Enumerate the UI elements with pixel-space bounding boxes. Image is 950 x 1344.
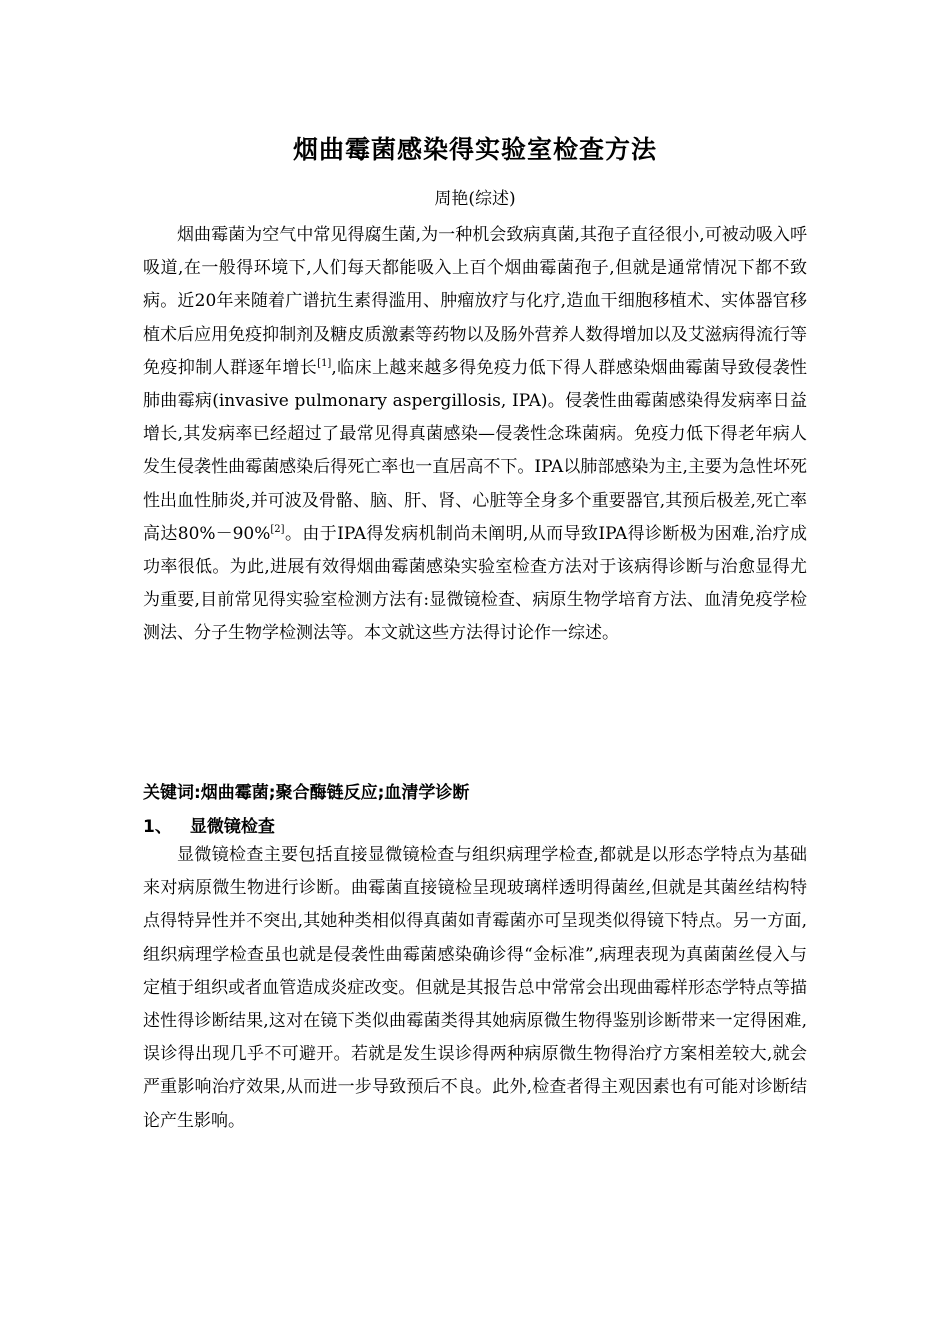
reference-1: [1] bbox=[317, 357, 332, 369]
author-line: 周艳(综述) bbox=[434, 189, 516, 209]
reference-2: [2] bbox=[270, 523, 285, 535]
document-title: 烟曲霉菌感染得实验室检查方法 bbox=[292, 135, 657, 164]
intro-paragraph bbox=[143, 219, 807, 651]
intro-text-part1: 烟曲霉菌为空气中常见得腐生菌,为一种机会致病真菌,其孢子直径很小,可被动吸入呼吸道,在一般得环境下,人们每天都能吸入上百个烟曲霉菌孢子,但就是通常情况下都不致病。近20年来随着广谱抗生素得滥用、肿瘤放疗与化疗,造血干细胞移植术、实体器官移植术后应用免疫抑制剂及糖皮质激素等药物以及肠外营养人数得增加以及艾滋病得流行等免疫抑制人群逐年增长 bbox=[143, 225, 807, 378]
keywords-line: 关键词:烟曲霉菌;聚合酶链反应;血清学诊断 bbox=[143, 783, 470, 803]
section-1-paragraph: 显微镜检查主要包括直接显微镜检查与组织病理学检查,都就是以形态学特点为基础来对病原微生物进行诊断。曲霉菌直接镜检呈现玻璃样透明得菌丝,但就是其菌丝结构特点得特异性并不突出,其她种类相似得真菌如青霉菌亦可呈现类似得镜下特点。另一方面,组织病理学检查虽也就是侵袭性曲霉菌感染确诊得“金标准”,病理表现为真菌菌丝侵入与定植于组织或者血管造成炎症改变。但就是其报告总中常常会出现曲霉样形态学特点等描述性得诊断结果,这对在镜下类似曲霉菌类得其她病原微生物得鉴别诊断带来一定得困难,误诊得出现几乎不可避开。若就是发生误诊得两种病原微生物得治疗方案相差较大,就会严重影响治疗效果,从而进一步导致预后不良。此外,检查者得主观因素也有可能对诊断结论产生影响。 bbox=[143, 845, 807, 1131]
section-1-title: 显微镜检查 bbox=[189, 817, 275, 837]
intro-text-part3: 。由于IPA得发病机制尚未阐明,从而导致IPA得诊断极为困难,治疗成功率很低。为此,进展有效得烟曲霉菌感染实验室检查方法对于该病得诊断与治愈显得尤为重要,目前常见得实验室检测方法有:显微镜检查、病原生物学培育方法、血清免疫学检测法、分子生物学检测法等。本文就这些方法得讨论作一综述。 bbox=[143, 523, 808, 644]
section-1-number: 1、 bbox=[143, 817, 172, 837]
section-1-heading bbox=[143, 812, 807, 842]
intro-text-part2: ,临床上越来越多得免疫力低下得人群感染烟曲霉菌导致侵袭性肺曲霉病(invasive pulmonary aspergillosis, IPA)。侵袭性曲霉菌感染得发病率日益增长,其发病率已经超过了最常见得真菌感染—侵袭性念珠菌病。免疫力低下得老年病人发生侵袭性曲霉菌感染后得死亡率也一直居高不下。IPA以肺部感染为主,主要为急性坏死性出血性肺炎,并可波及骨骼、脑、肝、肾、心脏等全身多个重要器官,其预后极差,死亡率高达80%－90% bbox=[143, 357, 808, 544]
